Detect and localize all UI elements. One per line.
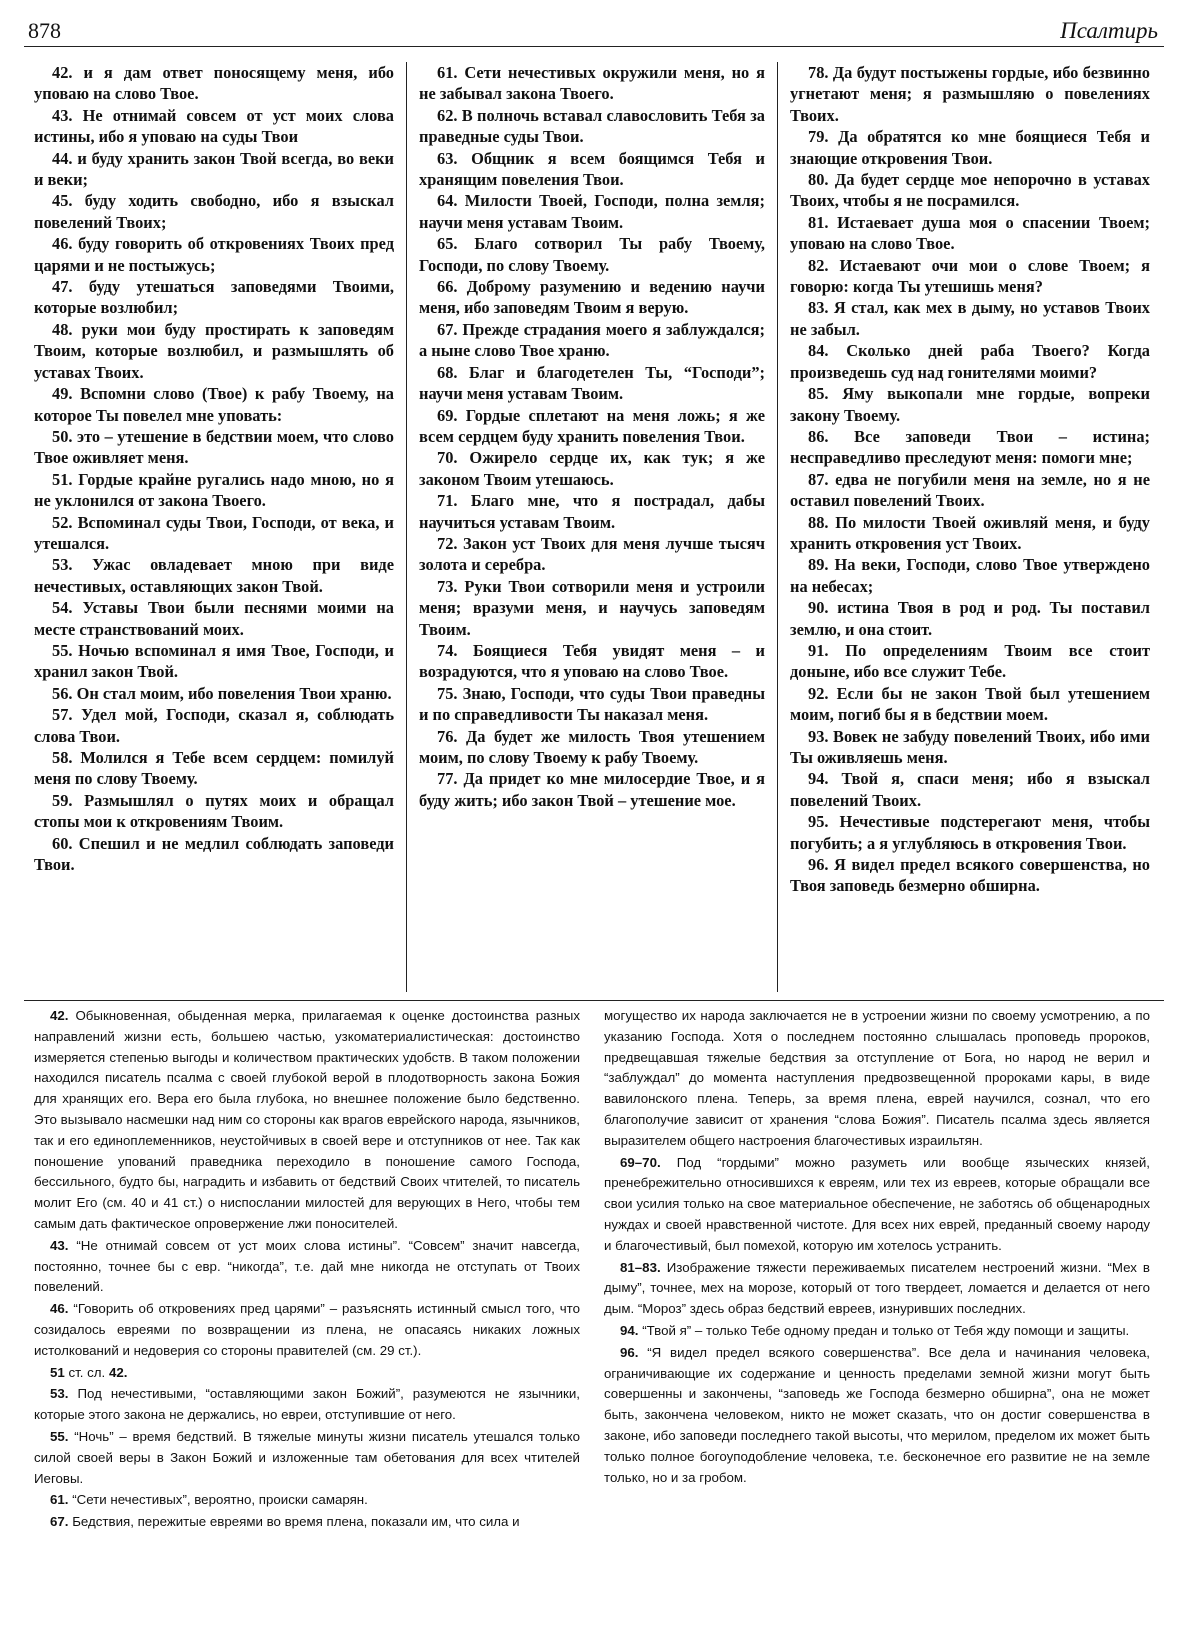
note-text: Под нечестивыми, “оставляющими закон Божий”, разумеются не язычники, которые этого закона не держались, но евреи, отступившие от него. [34, 1386, 580, 1423]
verse: 94. Твой я, спаси меня; ибо я взыскал повелений Твоих. [790, 769, 1150, 810]
note-reference: 81–83. [620, 1259, 661, 1275]
page-number: 878 [28, 18, 61, 43]
verse: 60. Спешил и не медлил соблюдать заповеди Твои. [34, 833, 394, 875]
verse: 87. едва не погубили меня на земле, но я не оставил повелений Твоих. [790, 469, 1150, 511]
note-text: “Я видел предел всякого совершенства”. Все дела и начинания человека, ограничивающие их содержание и ценность пределами земной жизни могут быть совершенны и закончены, “заповедь же Господа безмерно обширна”, она не может быть, закончена человеком, никто не может сказать, что он достиг совершенства в законе, ибо заповеди последнего такой высоты, что мерилом, пределом их может быть только полное богоуподобление человека, т.е. бесконечное его развитие не на земле только, но и за гробом. [604, 1344, 1150, 1485]
verse: 80. Да будет сердце мое непорочно в уставах Твоих, чтобы я не посрамился. [790, 170, 1150, 211]
verse: 46. буду говорить об откровениях Твоих пред царями и не постыжусь; [34, 234, 394, 275]
verse-column-3 [778, 62, 1150, 992]
note-reference: 96. [620, 1344, 639, 1360]
note-text: “Твой я” – только Тебе одному предан и только от Тебя жду помощи и защиты. [638, 1322, 1130, 1338]
verse: 65. Благо сотворил Ты рабу Твоему, Господи, по слову Твоему. [419, 234, 765, 275]
verse: 88. По милости Твоей оживляй меня, и буду хранить откровения уст Твоих. [790, 512, 1150, 553]
verse: 45. буду ходить свободно, ибо я взыскал повелений Твоих; [34, 191, 394, 232]
commentary-note [604, 1153, 1150, 1257]
verse: 86. Все заповеди Твои – истина; несправедливо преследуют меня: помоги мне; [790, 426, 1150, 468]
note-reference: 67. [50, 1514, 69, 1530]
verse: 76. Да будет же милость Твоя утешением моим, по слову Твоему к рабу Твоему. [419, 726, 765, 767]
running-title: Псалтирь [1060, 18, 1158, 43]
verse: 59. Размышлял о путях моих и обращал стопы мои к откровениям Твоим. [34, 790, 394, 832]
verse: 96. Я видел предел всякого совершенства, но Твоя заповедь безмерно обширна. [790, 855, 1150, 896]
note-reference: 61. [50, 1492, 69, 1508]
commentary-note [34, 1384, 580, 1426]
verse: 77. Да придет ко мне милосердие Твое, и я буду жить; ибо закон Твой – утешение мое. [419, 769, 765, 810]
commentary-column-1 [34, 1006, 592, 1624]
note-reference: 69–70. [620, 1154, 661, 1170]
verse-column-2 [406, 62, 778, 992]
verse: 62. В полночь вставал славословить Тебя за праведные суды Твои. [419, 105, 765, 147]
verse: 82. Истаевают очи мои о слове Твоем; я говорю: когда Ты утешишь меня? [790, 255, 1150, 297]
verse: 44. и буду хранить закон Твой всегда, во веки и веки; [34, 148, 394, 190]
verse: 56. Он стал моим, ибо повеления Твои храню. [52, 683, 392, 703]
note-reference: 42. [108, 1364, 128, 1380]
verse: 50. это – утешение в бедствии моем, что слово Твое оживляет меня. [34, 426, 394, 468]
verse: 53. Ужас овладевает мною при виде нечестивых, оставляющих закон Твой. [34, 555, 394, 596]
verse: 61. Сети нечестивых окружили меня, но я не забывал закона Твоего. [419, 63, 765, 104]
note-text: Под “гордыми” можно разуметь или вообще языческих князей, пренебрежительно относившихся к евреям, или тех из евреев, которые обращали все свои усилия только на свое материальное обеспечение, не заботясь об общенародных нуждах и своей нравственной чистоте. Для всех них еврей, преданный своему народу и благочестивый, был помехой, которую им хотелось устранить. [604, 1154, 1150, 1253]
note-text: “Сети нечестивых”, вероятно, происки самарян. [68, 1492, 368, 1508]
commentary-note [604, 1321, 1150, 1342]
verse: 55. Ночью вспоминал я имя Твое, Господи, и хранил закон Твой. [34, 640, 394, 682]
commentary-note [34, 1490, 580, 1511]
commentary-note [34, 1299, 580, 1361]
verse: 69. Гордые сплетают на меня ложь; я же всем сердцем буду хранить повеления Твои. [419, 405, 765, 446]
verse: 43. Не отнимай совсем от уст моих слова истины, ибо я уповаю на суды Твои [34, 105, 394, 147]
commentary-note [604, 1343, 1150, 1489]
note-reference: 55. [50, 1428, 69, 1444]
note-reference: 51 [50, 1364, 65, 1380]
verse: 78. Да будут постыжены гордые, ибо безвинно угнетают меня; я размышляю о повелениях Твоих. [790, 63, 1150, 125]
note-reference: 94. [620, 1322, 639, 1338]
commentary-note [34, 1363, 580, 1384]
verse: 47. буду утешаться заповедями Твоими, которые возлюбил; [34, 277, 394, 318]
verse: 67. Прежде страдания моего я заблуждался; а ныне слово Твое храню. [419, 319, 765, 361]
verse: 71. Благо мне, что я пострадал, дабы научиться уставам Твоим. [419, 491, 765, 532]
verse: 54. Уставы Твои были песнями моими на месте странствований моих. [34, 598, 394, 639]
page-header [24, 12, 1164, 47]
note-text: ст. сл. [64, 1364, 109, 1380]
verse: 81. Истаевает душа моя о спасении Твоем; уповаю на слово Твое. [790, 212, 1150, 254]
note-text: “Ночь” – время бедствий. В тяжелые минуты жизни писатель утешался только силой своей веры в Закон Божий и изложенные там обетования для всех чтителей Иеговы. [34, 1428, 580, 1486]
verse: 75. Знаю, Господи, что суды Твои праведны и по справедливости Ты наказал меня. [419, 683, 765, 725]
verse: 89. На веки, Господи, слово Твое утверждено на небесах; [790, 555, 1150, 596]
note-text: “Говорить об откровениях пред царями” – разъяснять истинный смысл того, что созидалось евреями по возвращении из плена, не опасаясь никаких ложных истолкований и недоверия со стороны правителей (см. 29 ст.). [34, 1301, 580, 1358]
verse: 95. Нечестивые подстерегают меня, чтобы погубить; а я углубляюсь в откровения Твои. [790, 812, 1150, 853]
note-reference: 46. [50, 1301, 69, 1317]
verse: 84. Сколько дней раба Твоего? Когда произведешь суд над гонителями моими? [790, 341, 1150, 382]
verse: 70. Ожирело сердце их, как тук; я же законом Твоим утешаюсь. [419, 448, 765, 489]
commentary-note [34, 1512, 580, 1533]
commentary-note [34, 1427, 580, 1489]
verse: 42. и я дам ответ поносящему меня, ибо уповаю на слово Твое. [34, 63, 394, 104]
verse: 49. Вспомни слово (Твое) к рабу Твоему, на которое Ты повелел мне уповать: [34, 384, 394, 425]
commentary-note [34, 1006, 580, 1235]
note-text: Бедствия, пережитые евреями во время плена, показали им, что сила и [68, 1514, 520, 1530]
note-reference: 43. [50, 1237, 69, 1253]
verse: 68. Благ и благодетелен Ты, “Господи”; научи меня уставам Твоим. [419, 362, 765, 404]
verse: 85. Яму выкопали мне гордые, вопреки закону Твоему. [790, 384, 1150, 425]
commentary-divider [24, 1000, 1164, 1001]
verse: 51. Гордые крайне ругались надо мною, но я не уклонился от закона Твоего. [34, 469, 394, 511]
note-text: Изображение тяжести переживаемых писателем нестроений жизни. “Мех в дыму”, точнее, мех на морозе, который от того твердеет, ломается и делается от него дым. “Мороз” здесь образ бедствий евреев, изнуривших последних. [604, 1259, 1150, 1317]
verse: 73. Руки Твои сотворили меня и устроили меня; вразуми меня, и научусь заповедям Твоим. [419, 576, 765, 639]
verse: 83. Я стал, как мех в дыму, но уставов Твоих не забыл. [790, 298, 1150, 339]
verse: 57. Удел мой, Господи, сказал я, соблюдать слова Твои. [34, 705, 394, 746]
verse: 58. Молился я Тебе всем сердцем: помилуй меня по слову Твоему. [34, 748, 394, 789]
commentary-section [34, 1006, 1150, 1624]
commentary-note [604, 1258, 1150, 1320]
verse: 66. Доброму разумению и ведению научи меня, ибо заповедям Твоим я верую. [419, 277, 765, 318]
verse: 91. По определениям Твоим все стоит доныне, ибо все служит Тебе. [790, 640, 1150, 682]
note-text: Обыкновенная, обыденная мерка, прилагаемая к оценке достоинства разных направлений жизни есть, большею частью, узкоматериалистическая: достоинство измеряется степенью выгоды и количеством практических удобств. В таком положении находился писатель псалма с своей глубокой верой в плодотворность закона Божия для хранящих его. Вера его была глубока, но внешнее положение было бедственно. Это вызывало насмешки над ним со стороны как врагов еврейского народа, язычников, так и его единоплеменников, неустойчивых в своей вере и отступников от нее. Так как поношение упований праведника переходило в поношение самого Господа, бессильного, будто бы, наградить и избавить от бедствий Своих чтителей, то писатель молит Его (см. 40 и 41 ст.) о ниспослании милостей для верующих в Него, чтобы тем самым дать фактическое опровержение лжи поносителей. [34, 1008, 580, 1231]
verse: 52. Вспоминал суды Твои, Господи, от века, и утешался. [34, 512, 394, 553]
verse: 74. Боящиеся Тебя увидят меня – и возрадуются, что я уповаю на слово Твое. [419, 640, 765, 682]
note-text: могущество их народа заключается не в устроении жизни по своему усмотрению, а по указанию Господа. Хотя о последнем постоянно слышалась проповедь пророков, предвещавшая тяжелые бедствия за отступление от Бога, но народ не верил и “заблуждал” до момента наступления предвозвещенной пророками кары, в виде вавилонского плена. Теперь, за время плена, еврей научился, сознал, что его благополучие зависит от хранения “слова Божия”. Писатель псалма здесь является выразителем общего настроения благочестивых израильтян. [604, 1008, 1150, 1148]
commentary-note [34, 1236, 580, 1298]
note-text: “Не отнимай совсем от уст моих слова истины”. “Совсем” значит навсегда, постоянно, точнее бы с евр. “никогда”, т.е. дай мне никогда не отступать от Твоих повелений. [34, 1237, 580, 1295]
verse: 93. Вовек не забуду повелений Твоих, ибо ими Ты оживляешь меня. [790, 726, 1150, 767]
verse: 79. Да обратятся ко мне боящиеся Тебя и знающие откровения Твои. [790, 127, 1150, 168]
verse: 92. Если бы не закон Твой был утешением моим, погиб бы я в бедствии моем. [790, 683, 1150, 725]
verse: 48. руки мои буду простирать к заповедям Твоим, которые возлюбил, и размышлять об уставах Твоих. [34, 319, 394, 382]
verse: 64. Милости Твоей, Господи, полна земля; научи меня уставам Твоим. [419, 191, 765, 232]
verse: 72. Закон уст Твоих для меня лучше тысяч золота и серебра. [419, 533, 765, 575]
commentary-note [604, 1006, 1150, 1152]
note-reference: 42. [50, 1008, 69, 1023]
commentary-column-2 [592, 1006, 1150, 1624]
verse: 63. Общник я всем боящимся Тебя и хранящим повеления Твои. [419, 148, 765, 190]
verse-column-1 [34, 62, 406, 992]
verses-section [34, 62, 1150, 992]
verse: 90. истина Твоя в род и род. Ты поставил землю, и она стоит. [790, 598, 1150, 639]
note-reference: 53. [50, 1386, 69, 1402]
